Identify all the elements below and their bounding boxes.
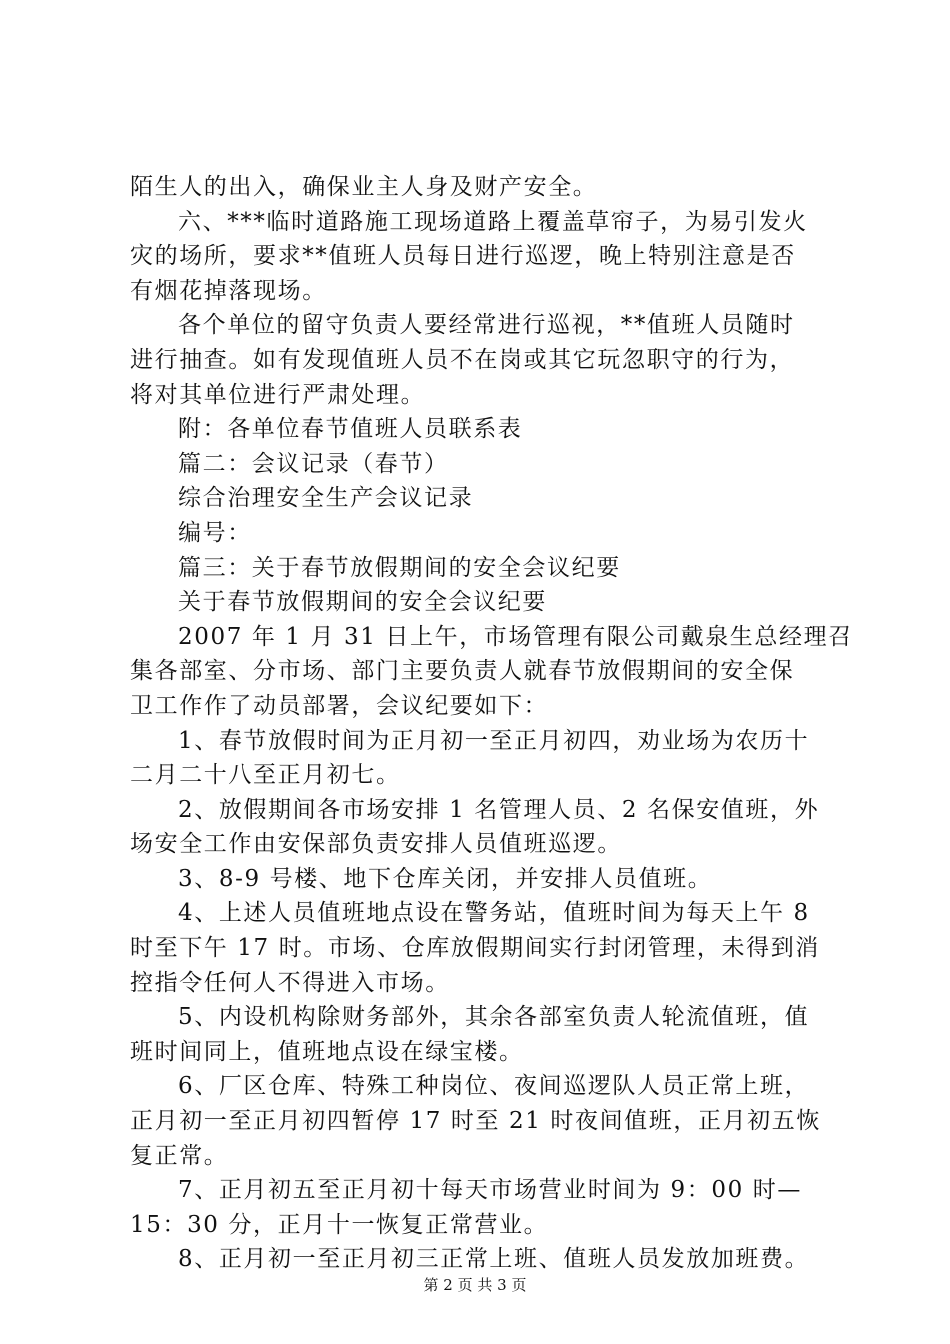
- text-line: 3、8-9 号楼、地下仓库关闭，并安排人员值班。: [178, 865, 713, 892]
- text-line: 综合治理安全生产会议记录: [178, 485, 474, 512]
- text-line: 场安全工作由安保部负责安排人员值班巡逻。: [130, 831, 622, 858]
- text-line: 陌生人的出入，确保业主人身及财产安全。: [130, 174, 598, 200]
- text-line: 灾的场所，要求**值班人员每日进行巡逻，晚上特别注意是否: [130, 243, 796, 270]
- text-line: 进行抽查。如有发现值班人员不在岗或其它玩忽职守的行为，: [130, 346, 795, 373]
- text-line: 关于春节放假期间的安全会议纪要: [178, 589, 547, 616]
- text-line: 有烟花掉落现场。: [130, 277, 327, 304]
- text-line: 编号：: [178, 519, 252, 546]
- text-line: 二月二十八至正月初七。: [130, 762, 401, 789]
- page-number-footer: 第 2 页 共 3 页: [423, 1276, 527, 1294]
- text-line: 集各部室、分市场、部门主要负责人就春节放假期间的安全保: [130, 658, 795, 685]
- text-line: 6、厂区仓库、特殊工种岗位、夜间巡逻队人员正常上班，: [178, 1073, 810, 1100]
- text-line: 附：各单位春节值班人员联系表: [178, 416, 523, 443]
- text-line: 卫工作作了动员部署，会议纪要如下：: [130, 692, 549, 719]
- text-line: 控指令任何人不得进入市场。: [130, 969, 450, 996]
- text-line: 各个单位的留守负责人要经常进行巡视，**值班人员随时: [178, 312, 795, 339]
- text-line: 4、上述人员值班地点设在警务站，值班时间为每天上午 8: [178, 900, 810, 927]
- text-line: 班时间同上，值班地点设在绿宝楼。: [130, 1038, 524, 1065]
- text-line: 5、内设机构除财务部外，其余各部室负责人轮流值班，值: [178, 1004, 810, 1031]
- document-body: [130, 170, 853, 1277]
- text-line: 1、春节放假时间为正月初一至正月初四，劝业场为农历十: [178, 727, 810, 754]
- text-line: 复正常。: [130, 1142, 229, 1169]
- text-line: 时至下午 17 时。市场、仓库放假期间实行封闭管理，未得到消: [130, 935, 820, 962]
- text-line: 篇二：会议记录（春节）: [178, 450, 449, 477]
- text-line: 2007 年 1 月 31 日上午，市场管理有限公司戴泉生总经理召: [178, 623, 853, 650]
- text-line: 六、***临时道路施工现场道路上覆盖草帘子，为易引发火: [178, 208, 808, 235]
- text-line: 正月初一至正月初四暂停 17 时至 21 时夜间值班，正月初五恢: [130, 1108, 821, 1135]
- text-line: 15：30 分，正月十一恢复正常营业。: [130, 1211, 549, 1238]
- text-line: 篇三：关于春节放假期间的安全会议纪要: [178, 554, 621, 581]
- text-line: 2、放假期间各市场安排 1 名管理人员、2 名保安值班，外: [178, 796, 820, 823]
- text-line: 将对其单位进行严肃处理。: [130, 381, 426, 408]
- text-line: 7、正月初五至正月初十每天市场营业时间为 9：00 时—: [178, 1177, 802, 1204]
- text-line: 8、正月初一至正月初三正常上班、值班人员发放加班费。: [178, 1246, 810, 1273]
